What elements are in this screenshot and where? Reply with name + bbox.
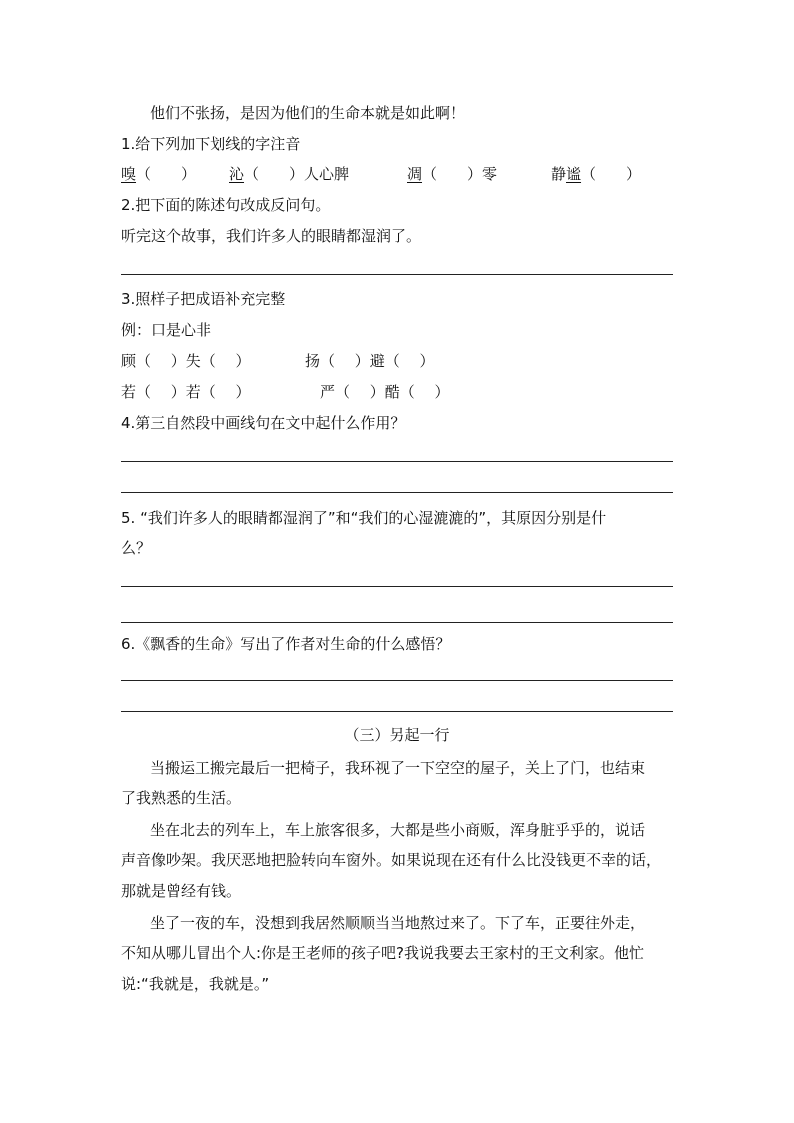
paragraph-3-line-3: 说:“我就是，我就是。” bbox=[121, 975, 270, 993]
q1-item-1: 嗅（ ） bbox=[121, 165, 197, 183]
answer-line bbox=[121, 461, 673, 462]
q3-row-2-left: 若（ ）若（ ） bbox=[121, 383, 251, 401]
q3-row-1-left: 顾（ ）失（ ） bbox=[121, 352, 251, 370]
paragraph-2-line-2: 声音像吵架。我厌恶地把脸转向车窗外。如果说现在还有什么比没钱更不幸的话， bbox=[121, 851, 662, 869]
paragraph-2-line-3: 那就是曾经有钱。 bbox=[121, 882, 242, 900]
answer-line bbox=[121, 711, 673, 712]
answer-line bbox=[121, 680, 673, 681]
paragraph-3-line-2: 不知从哪儿冒出个人:你是王老师的孩子吧?我说我要去王家村的王文利家。他忙 bbox=[121, 944, 645, 962]
paragraph-3-line-1: 坐了一夜的车，没想到我居然顺顺当当地熬过来了。下了车，正要往外走， bbox=[150, 914, 646, 932]
q1-item-4: 静谧（ ） bbox=[551, 165, 642, 183]
q3-example: 例：口是心非 bbox=[121, 321, 212, 339]
q3-row-2-right: 严（ ）酷（ ） bbox=[320, 383, 450, 401]
q1-title: 1.给下列加下划线的字注音 bbox=[121, 135, 301, 153]
q5-line-1: 5. “我们许多人的眼睛都湿润了”和“我们的心湿漉漉的”，其原因分别是什 bbox=[121, 509, 607, 527]
q3-title: 3.照样子把成语补充完整 bbox=[121, 290, 286, 308]
paragraph-1-line-1: 当搬运工搬完最后一把椅子，我环视了一下空空的屋子，关上了门，也结束 bbox=[150, 759, 646, 777]
intro-line: 他们不张扬，是因为他们的生命本就是如此啊！ bbox=[150, 104, 466, 122]
q2-sentence: 听完这个故事，我们许多人的眼睛都湿润了。 bbox=[121, 227, 422, 245]
q4-title: 4.第三自然段中画线句在文中起什么作用？ bbox=[121, 414, 406, 432]
q6-title: 6.《飘香的生命》写出了作者对生命的什么感悟？ bbox=[121, 635, 451, 653]
section-heading: （三）另起一行 bbox=[344, 726, 450, 744]
q1-item-2: 沁（ ）人心脾 bbox=[229, 165, 350, 183]
q3-row-1-right: 扬（ ）避（ ） bbox=[305, 352, 435, 370]
answer-line bbox=[121, 622, 673, 623]
answer-line bbox=[121, 274, 673, 275]
paragraph-2-line-1: 坐在北去的列车上，车上旅客很多，大都是些小商贩，浑身脏乎乎的，说话 bbox=[150, 821, 646, 839]
paragraph-1-line-2: 了我熟悉的生活。 bbox=[121, 789, 242, 807]
answer-line bbox=[121, 492, 673, 493]
q2-title: 2.把下面的陈述句改成反问句。 bbox=[121, 196, 331, 214]
q1-item-3: 凋（ ）零 bbox=[407, 165, 498, 183]
q5-line-2: 么？ bbox=[121, 539, 152, 557]
answer-line bbox=[121, 586, 673, 587]
